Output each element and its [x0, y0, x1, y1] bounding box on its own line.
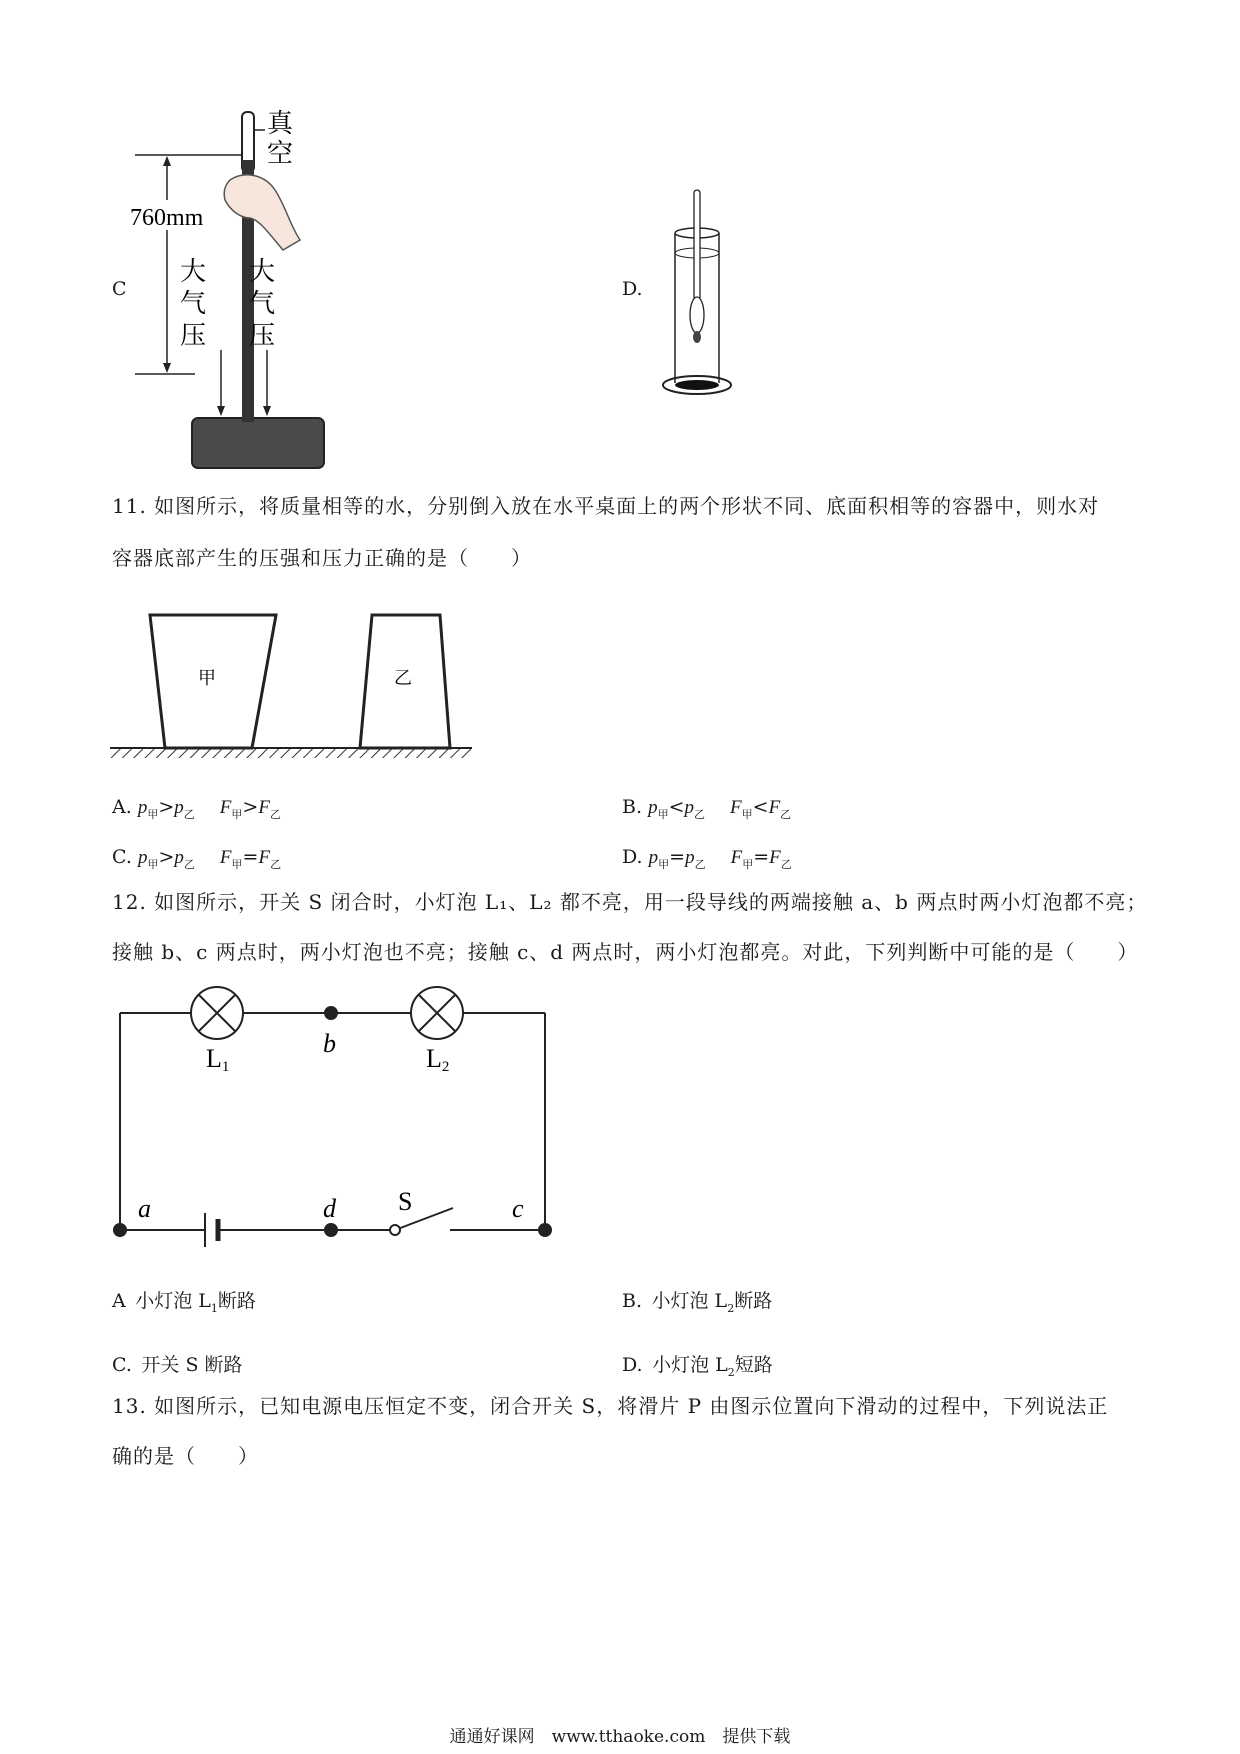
q12-stem-line1: 12. 如图所示，开关 S 闭合时，小灯泡 L₁、L₂ 都不亮，用一段导线的两端接触 a、b 两点时两小灯泡都不亮；: [112, 890, 1148, 914]
option-c-label: C: [112, 278, 127, 300]
q11-option-a[interactable]: A. $p_甲>p_乙$ $F_甲>F_乙$: [112, 796, 281, 821]
label-l2: L2: [426, 1044, 450, 1075]
node-a: [113, 1223, 127, 1237]
label-c: c: [512, 1194, 524, 1223]
label-a: a: [138, 1194, 151, 1223]
mercury-dish: [192, 418, 324, 468]
q12-option-a[interactable]: A 小灯泡 $L_1$断路: [112, 1290, 256, 1315]
torricelli-barometer-figure: [125, 100, 345, 475]
height-label: 760mm: [130, 205, 204, 231]
pressure-left-3: 压: [180, 321, 207, 351]
lamp-l1-icon: [191, 987, 243, 1039]
containers-figure: [110, 600, 475, 760]
hand-icon: [224, 175, 300, 250]
q12-option-c[interactable]: C. 开关 S 断路: [112, 1354, 243, 1376]
node-b: [324, 1006, 338, 1020]
page-footer: 通通好课网 www.tthaoke.com 提供下载: [449, 1727, 791, 1747]
label-l1: L1: [206, 1044, 230, 1075]
container-jia-label: 甲: [198, 668, 216, 689]
q13-stem-line2: 确的是（ ）: [112, 1444, 259, 1468]
pressure-right-2: 气: [249, 289, 276, 319]
option-d-label: D.: [622, 278, 643, 300]
node-c: [538, 1223, 552, 1237]
q11-stem-line2: 容器底部产生的压强和压力正确的是（ ）: [112, 546, 532, 570]
node-d: [324, 1223, 338, 1237]
q12-option-b[interactable]: B. 小灯泡 $L_2$断路: [622, 1290, 773, 1315]
q11-stem-line1: 11. 如图所示，将质量相等的水，分别倒入放在水平桌面上的两个形状不同、底面积相等的容器中，则水对: [112, 494, 1100, 518]
q12-stem-line2: 接触 b、c 两点时，两小灯泡也不亮；接触 c、d 两点时，两小灯泡都亮。对此，下列判断中可能的是（ ）: [112, 940, 1139, 964]
hydrometer-in-cylinder-figure: [660, 185, 735, 400]
vacuum-label-1: 真: [267, 109, 294, 139]
vacuum-label-2: 空: [267, 139, 294, 169]
label-b: b: [323, 1029, 336, 1058]
lamp-l2-icon: [411, 987, 463, 1039]
q11-option-b[interactable]: B. $p_甲<p_乙$ $F_甲<F_乙$: [622, 796, 792, 821]
pressure-left-2: 气: [180, 289, 207, 319]
q12-option-d[interactable]: D. 小灯泡 $L_2$短路: [622, 1354, 773, 1379]
pressure-right-1: 大: [249, 257, 276, 287]
circuit-diagram: [110, 985, 560, 1255]
container-yi-label: 乙: [394, 668, 412, 689]
q13-stem-line1: 13. 如图所示，已知电源电压恒定不变，闭合开关 S，将滑片 P 由图示位置向下滑动的过程中，下列说法正: [112, 1394, 1109, 1418]
label-d: d: [323, 1194, 336, 1223]
q11-option-d[interactable]: D. $p_甲=p_乙$ $F_甲=F_乙$: [622, 846, 792, 871]
pressure-left-1: 大: [180, 257, 207, 287]
label-s: S: [398, 1187, 413, 1216]
q11-option-c[interactable]: C. $p_甲>p_乙$ $F_甲=F_乙$: [112, 846, 282, 871]
pressure-right-3: 压: [249, 321, 276, 351]
